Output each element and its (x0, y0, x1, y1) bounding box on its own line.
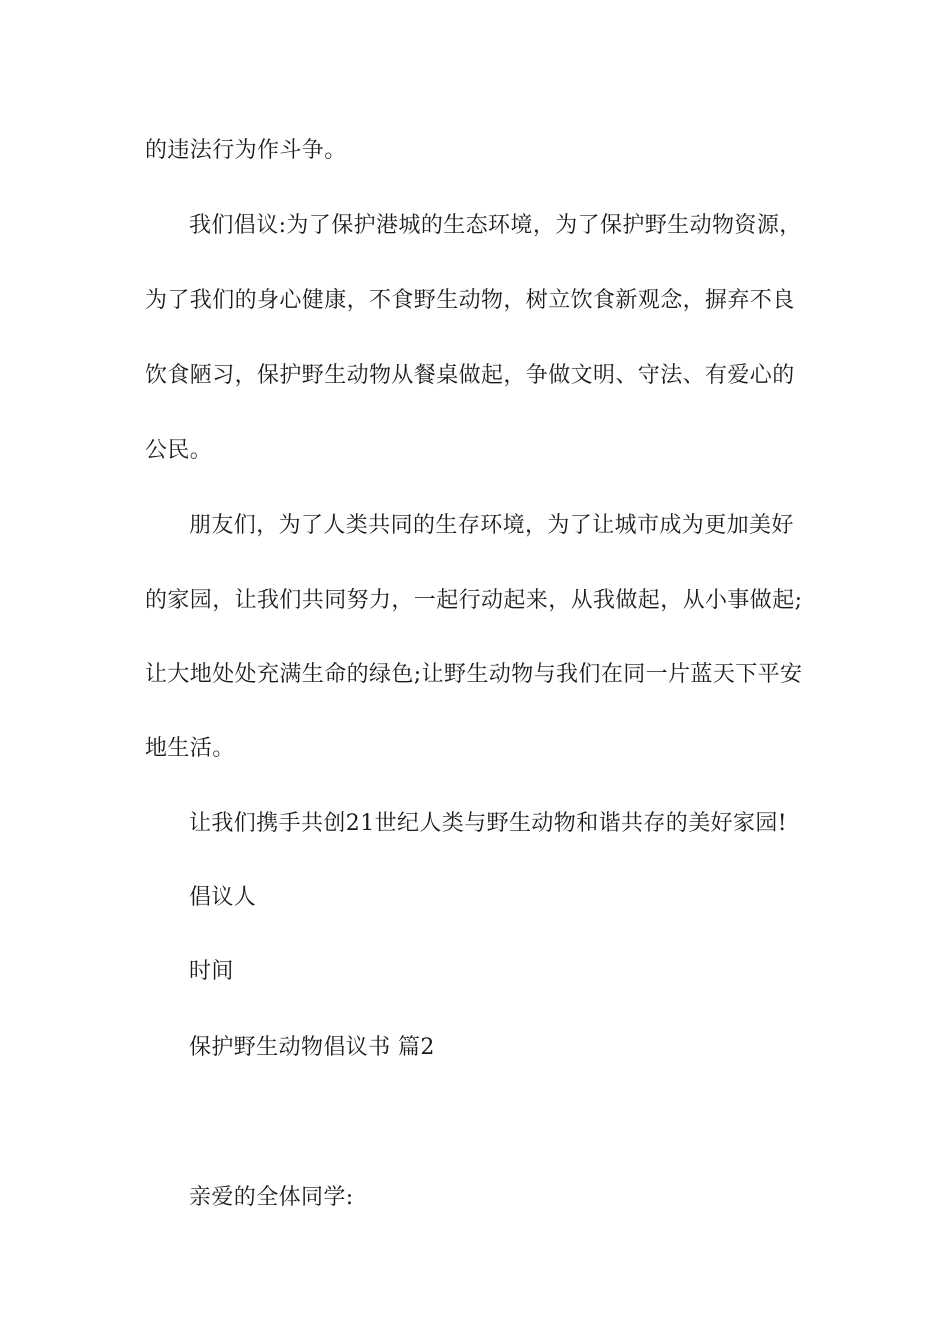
paragraph-line: 朋友们，为了人类共同的生存环境，为了让城市成为更加美好 (189, 513, 794, 538)
closing-line: 让我们携手共创21世纪人类与野生动物和谐共存的美好家园! (189, 811, 788, 836)
paragraph-line: 饮食陋习，保护野生动物从餐桌做起，争做文明、守法、有爱心的 (145, 363, 795, 388)
salutation: 亲爱的全体同学: (189, 1185, 354, 1210)
signatory-label: 倡议人 (189, 885, 257, 910)
paragraph-line: 的家园，让我们共同努力，一起行动起来，从我做起，从小事做起; (145, 588, 803, 613)
paragraph-line: 我们倡议:为了保护港城的生态环境，为了保护野生动物资源， (189, 213, 802, 238)
section-title: 保护野生动物倡议书 篇2 (189, 1035, 435, 1060)
paragraph-line: 让大地处处充满生命的绿色;让野生动物与我们在同一片蓝天下平安 (145, 662, 803, 687)
paragraph-line: 公民。 (145, 438, 213, 463)
paragraph-line: 为了我们的身心健康，不食野生动物，树立饮食新观念，摒弃不良 (145, 288, 795, 313)
paragraph-line: 的违法行为作斗争。 (145, 138, 347, 163)
paragraph-line: 地生活。 (145, 736, 235, 761)
date-label: 时间 (189, 959, 234, 984)
